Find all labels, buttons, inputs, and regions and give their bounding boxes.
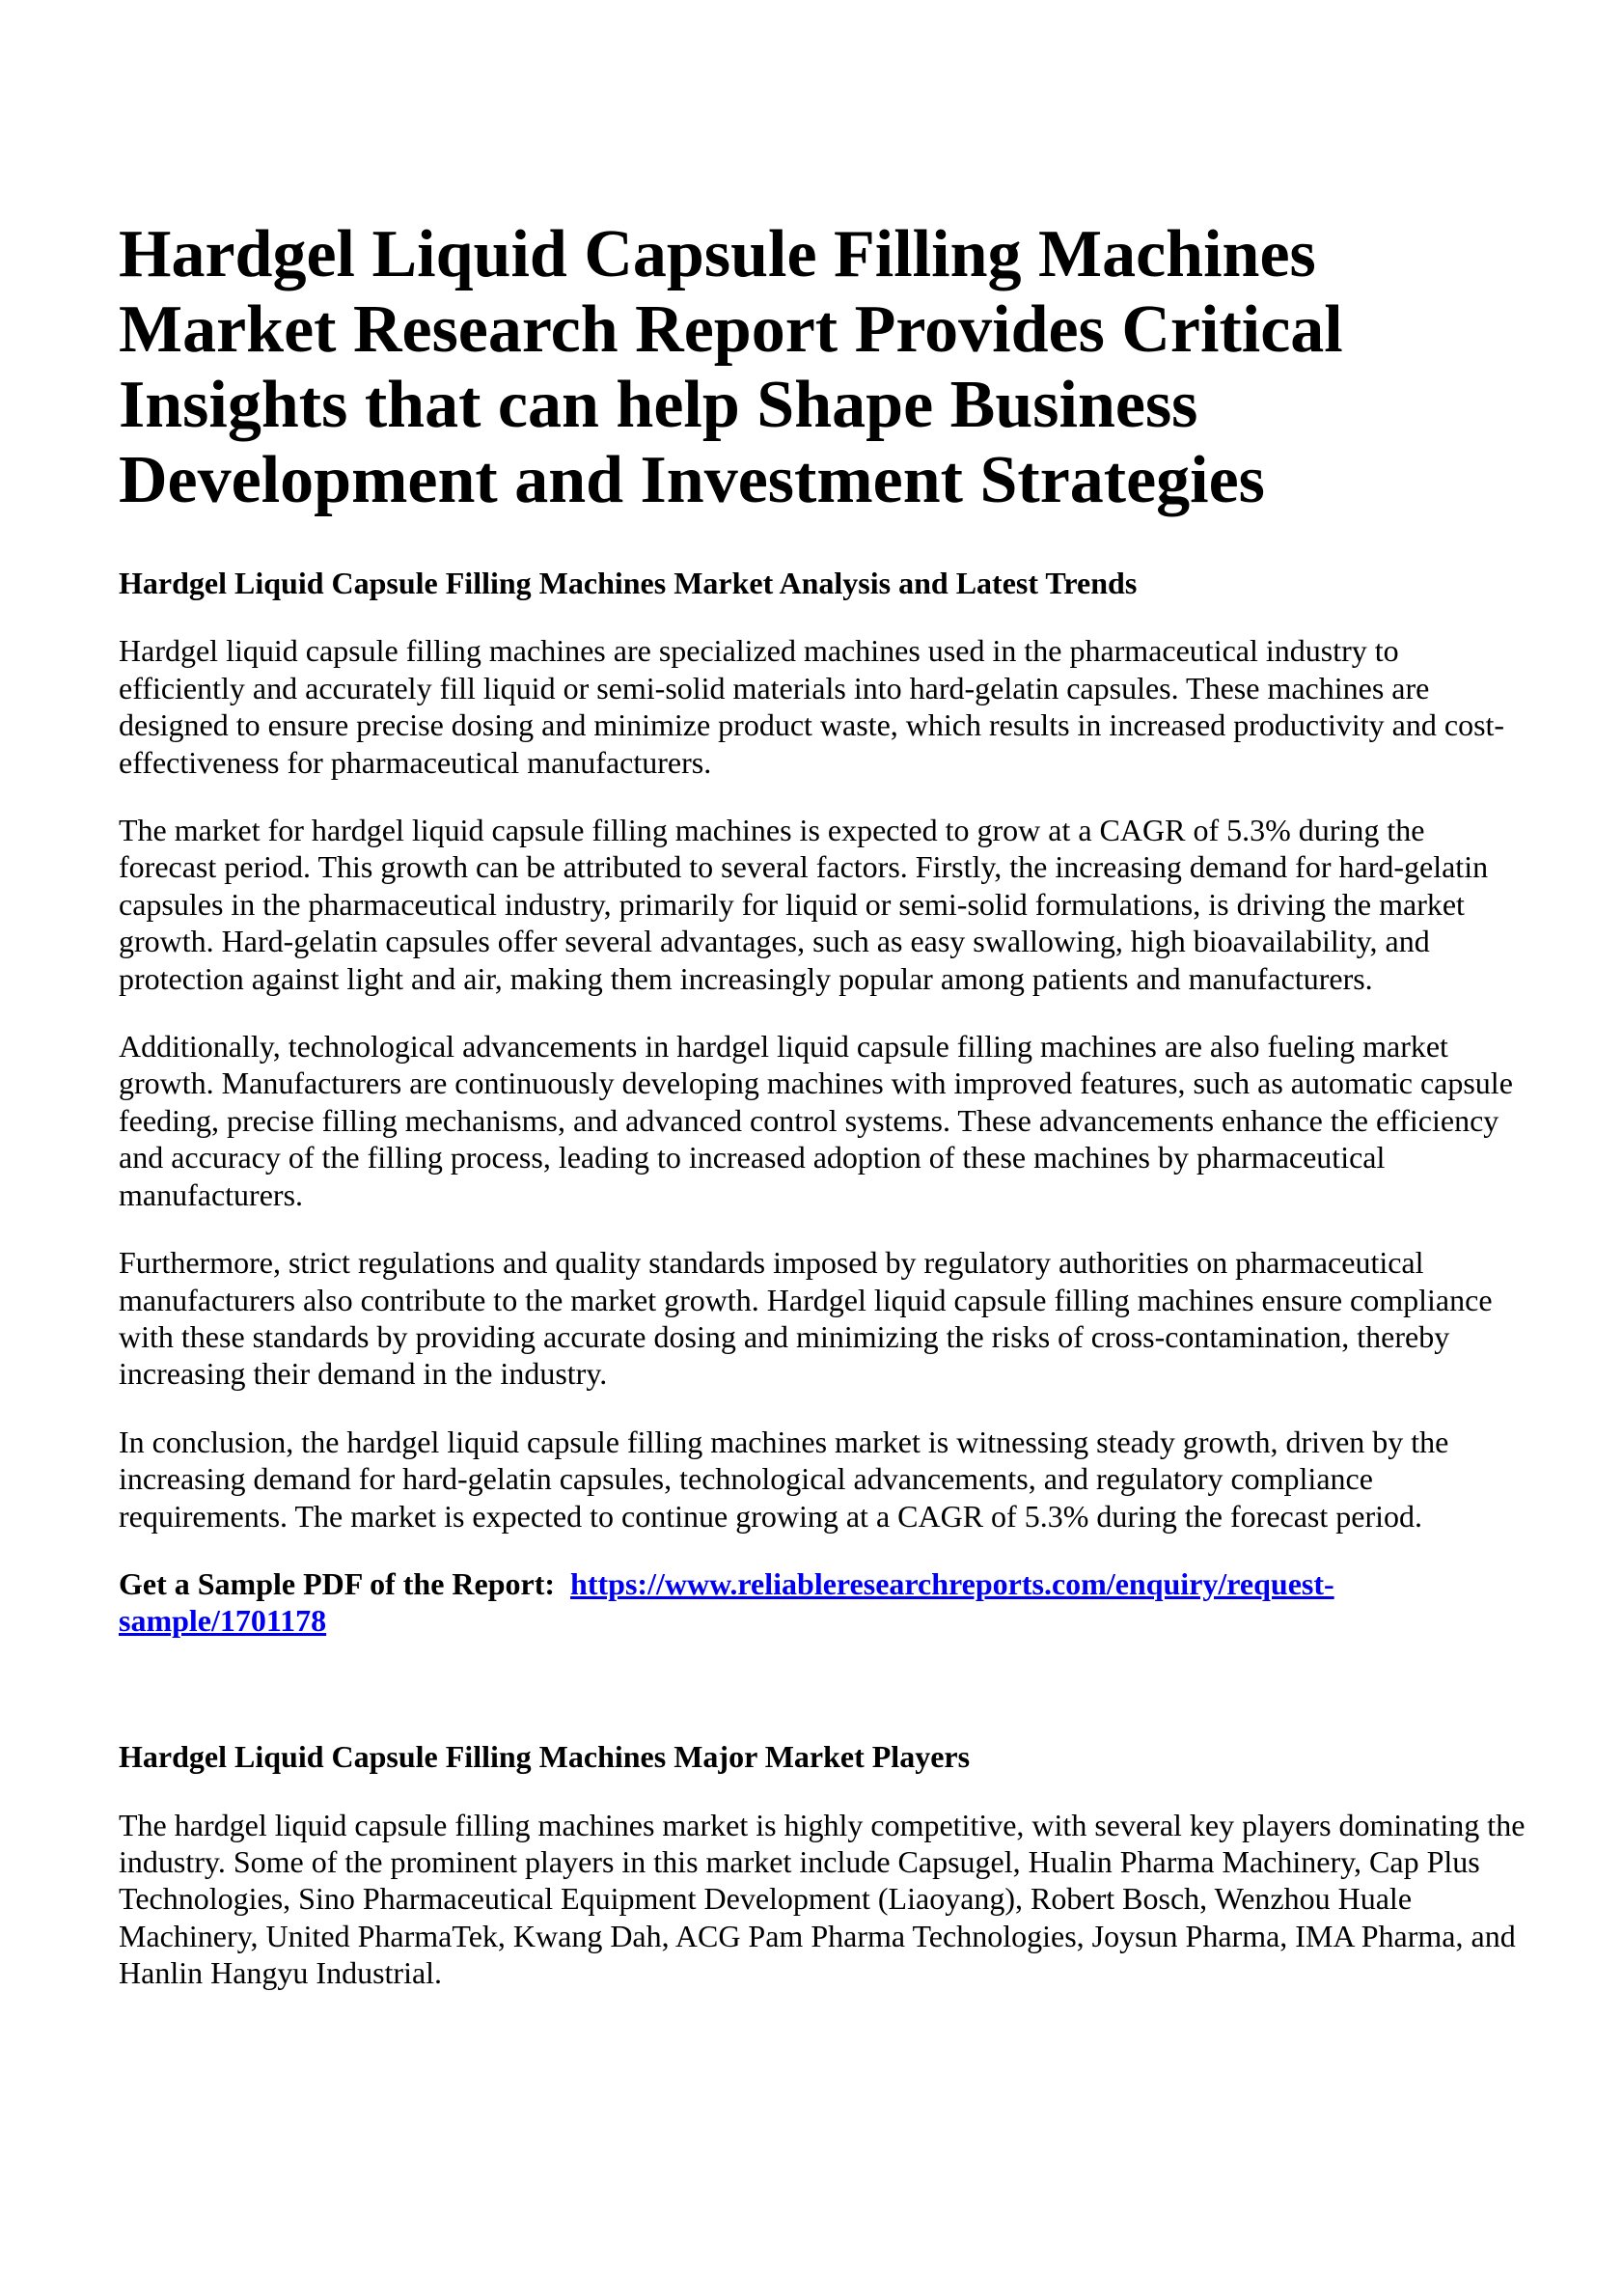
document-title: Hardgel Liquid Capsule Filling Machines Market Research Report Provides Critical Insights that can help Shape Business Development and Investment Strategies [119, 217, 1343, 517]
paragraph-regulations: Furthermore, strict regulations and quality standards imposed by regulatory authorities on pharmaceutical manufacturers also contribute to the market growth. Hardgel liquid capsule filling machines ensure compliance with these standards by providing accurate dosing and minimizing the risks of cross-contamination, thereby increasing their demand in the industry. [119, 1245, 1493, 1392]
document-page [119, 217, 1526, 2023]
paragraph-conclusion: In conclusion, the hardgel liquid capsule filling machines market is witnessing steady growth, driven by the increasing demand for hard-gelatin capsules, technological advancements, and regulatory compliance requirements. The market is expected to continue growing at a CAGR of 5.3% during the forecast period. [119, 1424, 1449, 1534]
paragraph-market-growth: The market for hardgel liquid capsule filling machines is expected to grow at a CAGR of 5.3% during the forecast period. This growth can be attributed to several factors. Firstly, the increasing demand for hard-gelatin capsules in the pharmaceutical industry, primarily for liquid or semi-solid formulations, is driving the market growth. Hard-gelatin capsules offer several advantages, such as easy swallowing, high bioavailability, and protection against light and air, making them increasingly popular among patients and manufacturers. [119, 813, 1489, 996]
section-heading-analysis: Hardgel Liquid Capsule Filling Machines Market Analysis and Latest Trends [119, 566, 1138, 600]
paragraph-market-players: The hardgel liquid capsule filling machines market is highly competitive, with several key players dominating the industry. Some of the prominent players in this market include Capsugel, Hualin Pharma Machinery, Cap Plus Technologies, Sino Pharmaceutical Equipment Development (Liaoyang), Robert Bosch, Wenzhou Huale Machinery, United PharmaTek, Kwang Dah, ACG Pam Pharma Technologies, Joysun Pharma, IMA Pharma, and Hanlin Hangyu Industrial. [119, 1807, 1526, 1991]
paragraph-overview: Hardgel liquid capsule filling machines are specialized machines used in the pharmaceutical industry to efficiently and accurately fill liquid or semi-solid materials into hard-gelatin capsules. These machines are designed to ensure precise dosing and minimize product waste, which results in increased productivity and cost-effectiveness for pharmaceutical manufacturers. [119, 633, 1505, 780]
sample-pdf-link[interactable]: https://www.reliableresearchreports.com/enquiry/request-sample/1701178 [119, 1565, 1334, 1639]
paragraph-technology: Additionally, technological advancements in hardgel liquid capsule filling machines are also fueling market growth. Manufacturers are continuously developing machines with improved features, such as automatic capsule feeding, precise filling mechanisms, and advanced control systems. These advancements enhance the efficiency and accuracy of the filling process, leading to increased adoption of these machines by pharmaceutical manufacturers. [119, 1029, 1513, 1212]
sample-request-label: Get a Sample PDF of the Report: [119, 1565, 556, 1601]
sample-request-line [119, 1565, 1526, 1640]
spacer [119, 1671, 1526, 1707]
section-heading-players: Hardgel Liquid Capsule Filling Machines Major Market Players [119, 1739, 971, 1775]
